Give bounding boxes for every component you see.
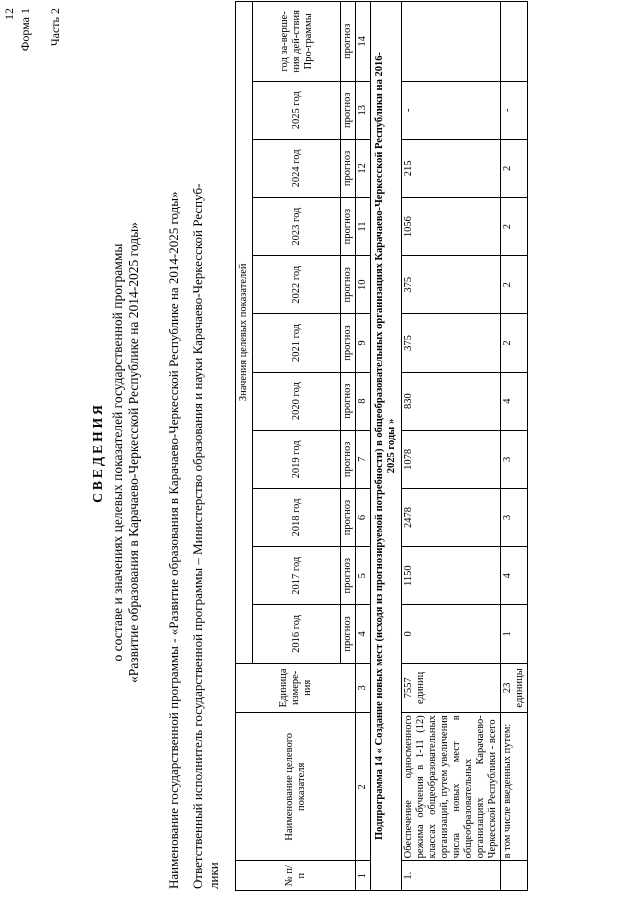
column-number: 13 [356,81,371,139]
subprogram-row [371,2,402,891]
executor-line-cont: лики [206,862,221,889]
col-header-unit: Единица измере-ния [236,663,356,713]
value-cell: 2478 [402,488,501,546]
column-number-row [356,2,371,891]
column-number: 7 [356,430,371,488]
col-header-name: Наименование целевого показателя [236,713,356,861]
forecast-label: прогноз [341,605,356,663]
column-number: 3 [356,663,371,713]
executor-line: Ответственный исполнитель государственной программы – Министерство образования и науки Карачаево-Черкесской Респуб- [190,183,205,889]
value-cell: - [402,81,501,139]
unit-cell: 23 единицы [501,663,528,713]
year-header: 2020 год [253,372,341,430]
value-cell: 0 [402,605,501,663]
value-cell: 830 [402,372,501,430]
indicators-table [235,1,528,891]
value-cell: 375 [402,314,501,372]
value-cell: 4 [501,372,528,430]
forecast-label: прогноз [341,314,356,372]
column-number: 11 [356,198,371,256]
value-cell: 215 [402,139,501,197]
column-number: 9 [356,314,371,372]
row-number: 1. [402,861,501,891]
value-cell [501,2,528,82]
row-number [501,861,528,891]
unit-cell: 7557 единиц [402,663,501,713]
value-cell: 2 [501,256,528,314]
column-number: 10 [356,256,371,314]
value-cell: 1 [501,605,528,663]
year-header: 2016 год [253,605,341,663]
year-header: 2017 год [253,547,341,605]
forecast-label: прогноз [341,256,356,314]
value-cell: 1056 [402,198,501,256]
year-header: 2025 год [253,81,341,139]
column-number: 8 [356,372,371,430]
year-header: 2024 год [253,139,341,197]
title-line-2: «Развитие образования в Карачаево-Черкесской Республике на 2014-2025 годы» [126,222,141,683]
subprogram-title: Подпрограмма 14 « Создание новых мест (исходя из прогнозируемой потребности) в общеобразовательных организациях Карачаево-Черкесской Республики на 2016-2025 годы » [371,2,402,891]
forecast-label: прогноз [341,139,356,197]
table-row [501,2,528,891]
title-line-1: о составе и значениях целевых показателей государственной программы [110,243,125,662]
indicator-name: Обеспечение односменного режима обучения в 1-11 (12) классах общеобразовательных организаций, путем увеличения числа новых мест в общеобразовательных организациях Карачаево-Черкесской Республики - всего [402,713,501,861]
year-header: 2022 год [253,256,341,314]
column-number: 12 [356,139,371,197]
forecast-label: прогноз [341,430,356,488]
year-header: 2021 год [253,314,341,372]
value-cell: 4 [501,547,528,605]
forecast-label: прогноз [341,2,356,82]
part-label: Часть 2 [48,8,62,47]
program-name-line: Наименование государственной программы - «Развитие образования в Карачаево-Черкесской Республике на 2014-2025 годы» [166,191,181,889]
value-cell: 2 [501,139,528,197]
value-cell [402,2,501,82]
document-title: СВЕДЕНИЯ [90,402,105,503]
value-cell: 2 [501,198,528,256]
table-row [402,2,501,891]
column-number: 2 [356,713,371,861]
value-cell: 3 [501,488,528,546]
column-number: 4 [356,605,371,663]
year-header: 2023 год [253,198,341,256]
value-cell: 3 [501,430,528,488]
forecast-label: прогноз [341,81,356,139]
forecast-label: прогноз [341,198,356,256]
forecast-label: прогноз [341,488,356,546]
column-number: 1 [356,861,371,891]
column-number: 5 [356,547,371,605]
header-row-1 [236,2,253,891]
col-header-values-group: Значения целевых показателей [236,2,253,664]
value-cell: 1078 [402,430,501,488]
page-number: 12 [2,8,16,20]
indicator-name: в том числе введенных путем: [501,713,528,861]
value-cell: 375 [402,256,501,314]
column-number: 6 [356,488,371,546]
form-label: Форма 1 [18,8,32,52]
col-header-num: № п/п [236,861,356,891]
value-cell: 1150 [402,547,501,605]
year-header: 2019 год [253,430,341,488]
column-number: 14 [356,2,371,82]
value-cell: 2 [501,314,528,372]
forecast-label: прогноз [341,372,356,430]
year-header: 2018 год [253,488,341,546]
forecast-label: прогноз [341,547,356,605]
value-cell: - [501,81,528,139]
year-header: год за-верше-ния дей-ствия Про-граммы [253,2,341,82]
